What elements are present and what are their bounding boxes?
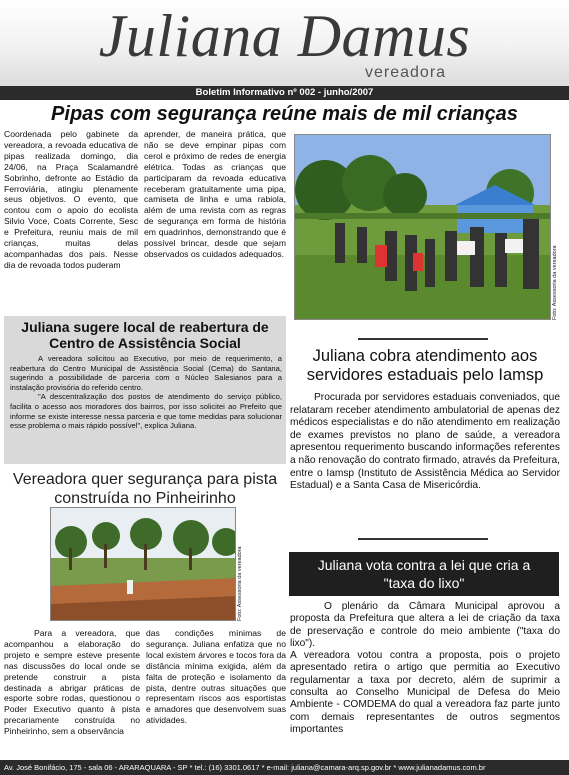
article5-body	[290, 601, 560, 736]
masthead-subtitle: vereadora	[365, 64, 447, 81]
article5-headline-box	[289, 552, 559, 596]
photo-kite-event	[294, 134, 551, 320]
article2-p2: "A descentralização dos postos de atendimento do serviço público, facilita o acesso aos moradores dos bairros, por isso solicitei ao Prefeito que informe se existe interesse nessa parceria e que tome medidas para solucionar esse problema o mais rápido possível", explica Juliana.	[10, 392, 282, 431]
headline-iamsp: Juliana cobra atendimento aos servidores estaduais pelo Iamsp	[306, 347, 544, 384]
article3-col1	[4, 628, 140, 758]
article1-col1	[4, 129, 138, 307]
article1-col1-text: Coordenada pelo gabinete da vereadora, a revoada educativa de pipas realizada domingo, dia 24/06, na Praça Scalamandré Sobrinho, defronte ao Estádio da Ferroviária, atingiu plenamente seus objetivos. O evento, que contou com o apoio do ecolista Silvio Voce, Coats Corrente, Sesc e Prefeitura, reuniu mais de mil crianças, muitas delas acompanhadas dos pais. Nesse dia de revoada todos puderam	[4, 129, 138, 270]
article2-box	[4, 316, 286, 464]
article1-col2	[144, 129, 286, 307]
photo-kite-credit: Foto: Assessoria da vereadora	[552, 245, 558, 320]
article4-body	[290, 392, 560, 493]
masthead-title: Juliana Damus	[98, 3, 471, 69]
article3-col2	[146, 628, 286, 758]
article5-rule	[358, 538, 488, 540]
bulletin-bar: Boletim Informativo nº 002 - junho/2007	[0, 86, 569, 100]
headline-pipas: Pipas com segurança reúne mais de mil crianças	[51, 103, 518, 125]
article5-p2: A vereadora votou contra a proposta, pois o projeto apresentado retira o artigo que permitia ao Executivo regulamentar a taxa por decreto, além de suprimir a consulta ao Conselho Municipal de Defesa do Meio Ambiente - COMDEMA do qual a vereadora faz parte junto com demais representantes de outros segmentos importantes	[290, 650, 560, 735]
photo-pista	[50, 507, 236, 621]
headline-pista-pinheirinho: Vereadora quer segurança para pista construída no Pinheirinho	[12, 471, 278, 507]
photo-pista-credit: Foto: Assessoria da vereadora	[237, 546, 243, 621]
headline-centro-assistencia: Juliana sugere local de reabertura de Centro de Assistência Social	[21, 319, 269, 351]
article2-p1: A vereadora solicitou ao Executivo, por meio de requerimento, a reabertura do Centro Municipal de Assistência Social (Cema) do Santana, sugerindo a possibilidade de parceria com o Núcleo Salesianos para a instalação provisória do referido centro.	[10, 354, 282, 392]
article2-body	[10, 354, 282, 431]
photo-pista-image	[51, 508, 236, 621]
article5-p1: O plenário da Câmara Municipal aprovou a proposta da Prefeitura que altera a lei de criação da taxa de preservação e controle do meio ambiente ("taxa do lixo").	[290, 601, 560, 649]
article3-col2-text: das condições mínimas de segurança. Juliana enfatiza que no local existem árvores e tocos fora da distância mínima exigida, além da falta de proteção e isolamento da pista, dentre outras situações que representam riscos aos esportistas e amadores que desenvolvem suas atividades.	[146, 628, 286, 726]
article4-rule	[358, 338, 488, 340]
article3-col1-text: Para a vereadora, que acompanhou a elaboração do projeto e sempre esteve presente nas discussões do local onde se pretende construir a pista destinada a abrigar práticas de esporte sobre rodas, questionou o Poder Executivo quanto à pista precariamente construída no Pinheirinho, sem a observância	[4, 628, 140, 737]
article1-col2-text: aprender, de maneira prática, que não se deve empinar pipas com cerol e próximo de redes de energia elétrica. Todas as crianças que participaram da revoada educativa receberam gratuitamente uma pipa, camiseta de linha e uma rabiola, além de uma revista com as regras de segurança em forma de história em quadrinhos, demonstrando que é possível brincar, desde que sejam observados os cuidados adequados.	[144, 129, 286, 259]
article4-text: Procurada por servidores estaduais conveniados, que relataram receber atendimento ambulatorial de apenas dez médicos especialistas e do não atendimento em realização de exames previstos no plano de saúde, a vereadora apresentou requerimento buscando informações referentes a não renovação do contrato firmado, através da Prefeitura, entre o Iamsp (Instituto de Assistência Médica ao Servidor Estadual) e a Santa Casa de Misericórdia.	[290, 392, 560, 492]
photo-kite-event-image	[295, 135, 551, 320]
footer-contact: Av. José Bonifácio, 175 - sala 06 - ARARAQUARA - SP * tel.: (16) 3301.0617 * e-mail: juliana@camara-arq.sp.gov.br * www.julianadamus.com.br	[0, 760, 569, 775]
masthead	[0, 0, 569, 86]
headline-taxa-lixo: Juliana vota contra a lei que cria a "taxa do lixo"	[317, 557, 531, 591]
